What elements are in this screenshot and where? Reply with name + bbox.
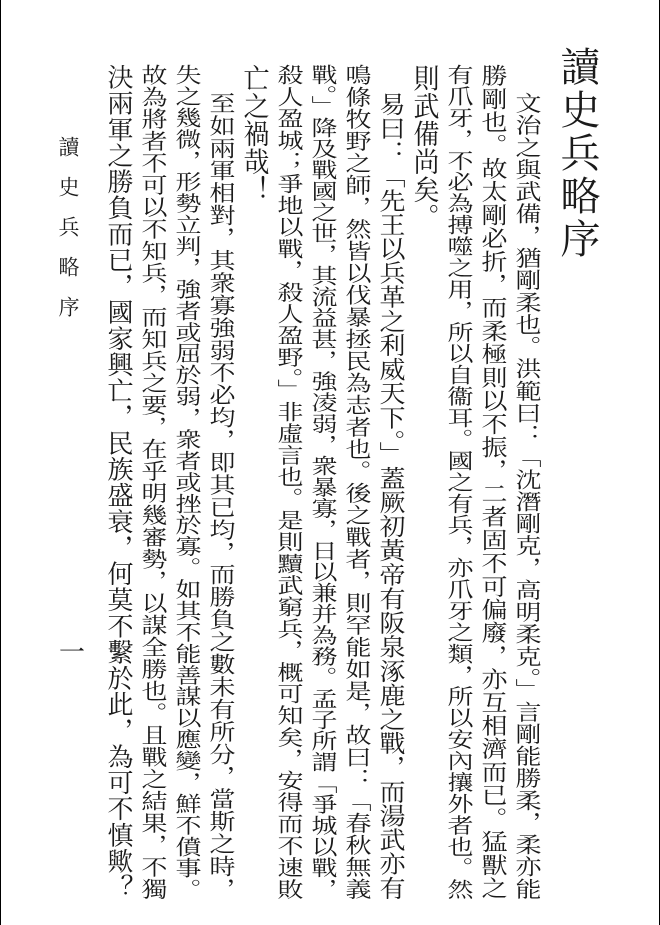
text-column-2: 勝剛也。故太剛必折，而柔極則以不振，二者固不可偏廢，亦互相濟而已。猛獸之 xyxy=(477,64,507,900)
text-column-5: 易曰：「先王以兵革之利威天下。」蓋厥初黃帝有阪泉涿鹿之戰，而湯武亦有 xyxy=(375,92,405,901)
running-head: 讀史兵略序 xyxy=(56,136,80,336)
page-number: 一 xyxy=(59,638,86,668)
page-title: 讀史兵略序 xyxy=(554,46,600,261)
text-column-8: 殺人盈城；爭地以戰，殺人盈野。」非虛言也。是則黷武窮兵，概可知矣，安得而不速敗 xyxy=(273,64,303,900)
text-column-12: 故為將者不可以不知兵，而知兵之要，在乎明幾審勢，以謀全勝也。且戰之結果，不獨 xyxy=(137,64,167,900)
text-column-10: 至如兩軍相對，其衆寡強弱不必均，即其已均，而勝負之數未有所分，當斯之時， xyxy=(205,92,235,901)
text-column-13: 決兩軍之勝負而已，國家興亡，民族盛衰，何莫不繫於此，為可不慎歟？ xyxy=(103,64,133,901)
text-column-4: 則武備尚矣。 xyxy=(409,64,439,231)
text-column-7: 戰。」降及戰國之世，其流益甚，強凌弱，衆暴寡，日以兼并為務。孟子所謂「爭城以戰， xyxy=(307,64,337,900)
text-column-1: 文治之與武備，猶剛柔也。洪範曰：「沈潛剛克，高明柔克。」言剛能勝柔，柔亦能 xyxy=(511,92,541,900)
text-column-9: 亡之禍哉！ xyxy=(239,64,269,204)
text-column-6: 鳴條牧野之師，然皆以伐暴拯民為志者也。後之戰者，則罕能如是，故曰：「春秋無義 xyxy=(341,64,371,900)
text-column-3: 有爪牙，不必為搏噬之用，所以自衞耳。國之有兵，亦爪牙之類，所以安內攘外者也。然 xyxy=(443,64,473,901)
text-column-11: 失之幾微，形勢立判，強者或屈於弱，衆者或挫於寡。如其不能善謀以應變，鮮不僨事。 xyxy=(171,64,201,901)
